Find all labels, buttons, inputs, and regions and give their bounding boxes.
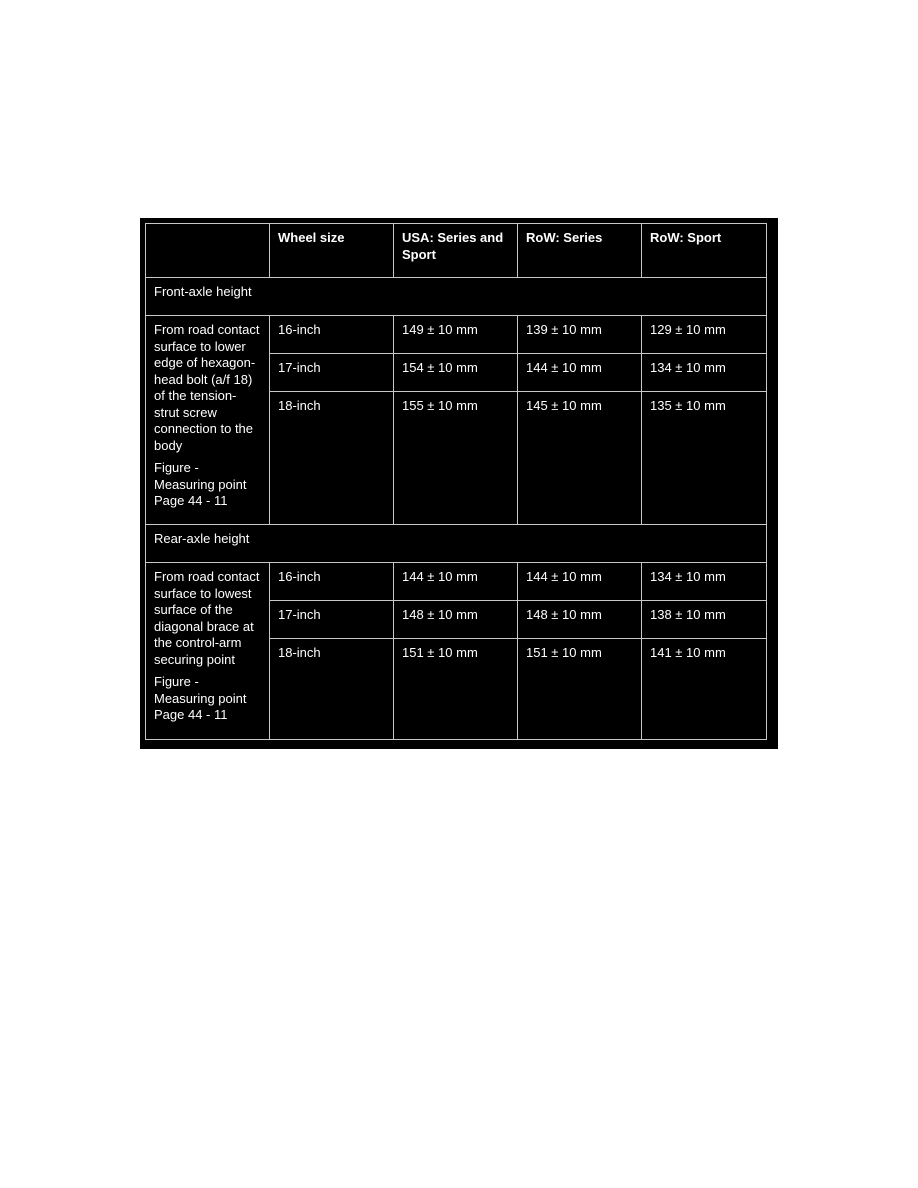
section-title-rear: Rear-axle height	[146, 525, 767, 563]
header-usa-series-sport: USA: Series and Sport	[394, 224, 518, 278]
wheel-size-cell: 16-inch	[270, 563, 394, 601]
wheel-size-cell: 17-inch	[270, 601, 394, 639]
table-row	[146, 316, 767, 354]
row-sport-value-cell: 134 ± 10 mm	[642, 563, 767, 601]
row-series-value-cell: 139 ± 10 mm	[518, 316, 642, 354]
usa-value-cell: 148 ± 10 mm	[394, 601, 518, 639]
usa-value-cell: 144 ± 10 mm	[394, 563, 518, 601]
usa-value-cell: 151 ± 10 mm	[394, 639, 518, 740]
row-series-value-cell: 144 ± 10 mm	[518, 563, 642, 601]
header-wheel-size: Wheel size	[270, 224, 394, 278]
section-row-rear	[146, 525, 767, 563]
header-row-series: RoW: Series	[518, 224, 642, 278]
wheel-size-cell: 18-inch	[270, 639, 394, 740]
rear-description: From road contact surface to lowest surface of the diagonal brace at the control-arm securing point	[154, 569, 260, 667]
section-row-front	[146, 278, 767, 316]
table-header-row	[146, 224, 767, 278]
header-blank	[146, 224, 270, 278]
row-sport-value-cell: 135 ± 10 mm	[642, 392, 767, 525]
rear-figure-ref: Figure - Measuring point Page 44 - 11	[154, 674, 247, 722]
front-figure-ref: Figure - Measuring point Page 44 - 11	[154, 460, 247, 508]
wheel-size-cell: 17-inch	[270, 354, 394, 392]
row-series-value-cell: 151 ± 10 mm	[518, 639, 642, 740]
rear-description-cell	[146, 563, 270, 740]
wheel-size-cell: 18-inch	[270, 392, 394, 525]
row-series-value-cell: 148 ± 10 mm	[518, 601, 642, 639]
header-row-sport: RoW: Sport	[642, 224, 767, 278]
front-description: From road contact surface to lower edge of hexagon-head bolt (a/f 18) of the tension-strut screw connection to the body	[154, 322, 260, 453]
wheel-size-cell: 16-inch	[270, 316, 394, 354]
usa-value-cell: 149 ± 10 mm	[394, 316, 518, 354]
ride-height-table	[145, 223, 767, 740]
usa-value-cell: 154 ± 10 mm	[394, 354, 518, 392]
table-row	[146, 563, 767, 601]
front-description-cell	[146, 316, 270, 525]
row-series-value-cell: 144 ± 10 mm	[518, 354, 642, 392]
row-sport-value-cell: 134 ± 10 mm	[642, 354, 767, 392]
row-sport-value-cell: 141 ± 10 mm	[642, 639, 767, 740]
row-series-value-cell: 145 ± 10 mm	[518, 392, 642, 525]
row-sport-value-cell: 129 ± 10 mm	[642, 316, 767, 354]
usa-value-cell: 155 ± 10 mm	[394, 392, 518, 525]
row-sport-value-cell: 138 ± 10 mm	[642, 601, 767, 639]
spec-table-frame	[140, 218, 778, 749]
section-title-front: Front-axle height	[146, 278, 767, 316]
